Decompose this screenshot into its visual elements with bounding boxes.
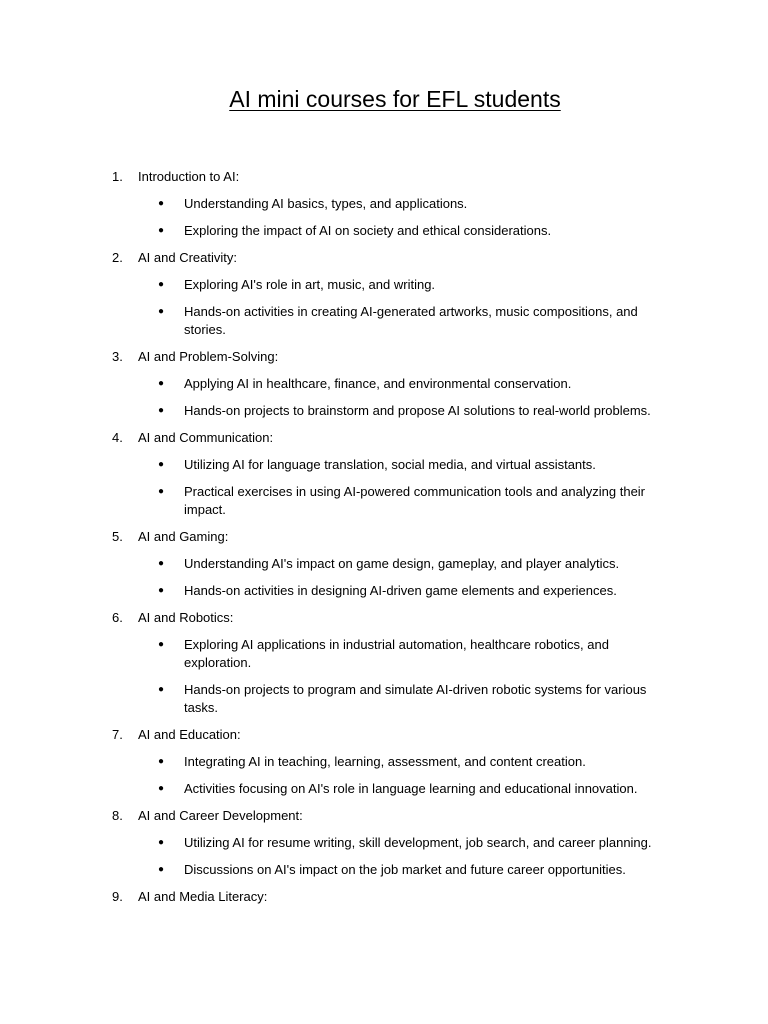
bullet-icon: ● <box>158 459 165 470</box>
bullet-icon: ● <box>158 837 165 848</box>
list-item <box>0 834 768 852</box>
bullet-icon: ● <box>158 585 165 596</box>
bullet-text: Utilizing AI for resume writing, skill development, job search, and career planning. <box>184 835 652 850</box>
list-item <box>0 375 768 393</box>
section-heading <box>0 249 768 276</box>
section-number: 8. <box>112 808 123 823</box>
bullet-icon: ● <box>158 486 165 497</box>
course-section <box>0 807 768 879</box>
bullet-text: Understanding AI's impact on game design, gameplay, and player analytics. <box>184 556 620 571</box>
bullet-text: Utilizing AI for language translation, social media, and virtual assistants. <box>184 457 596 472</box>
section-heading <box>0 429 768 456</box>
list-item <box>0 276 768 294</box>
section-number: 1. <box>112 169 123 184</box>
list-item <box>0 861 768 879</box>
list-item <box>0 555 768 573</box>
section-number: 2. <box>112 250 123 265</box>
section-heading <box>0 807 768 834</box>
bullet-text: Practical exercises in using AI-powered communication tools and analyzing their impact. <box>184 484 646 517</box>
section-title: AI and Career Development: <box>138 808 303 823</box>
list-item <box>0 195 768 213</box>
course-section <box>0 168 768 240</box>
bullet-list <box>0 276 768 339</box>
bullet-text: Integrating AI in teaching, learning, assessment, and content creation. <box>184 754 586 769</box>
list-item <box>0 636 768 672</box>
bullet-icon: ● <box>158 306 165 317</box>
course-section <box>0 528 768 600</box>
section-number: 6. <box>112 610 123 625</box>
list-item <box>0 753 768 771</box>
list-item <box>0 681 768 717</box>
section-title: AI and Gaming: <box>138 529 229 544</box>
bullet-list <box>0 456 768 519</box>
course-list <box>0 168 768 915</box>
section-title: AI and Communication: <box>138 430 274 445</box>
course-section <box>0 888 768 915</box>
bullet-text: Hands-on projects to program and simulate AI-driven robotic systems for various tasks. <box>184 682 647 715</box>
section-heading <box>0 888 768 915</box>
list-item <box>0 483 768 519</box>
bullet-text: Activities focusing on AI's role in language learning and educational innovation. <box>184 781 638 796</box>
bullet-text: Hands-on activities in creating AI-generated artworks, music compositions, and stories. <box>184 304 638 337</box>
bullet-list <box>0 555 768 600</box>
bullet-icon: ● <box>158 783 165 794</box>
bullet-icon: ● <box>158 405 165 416</box>
section-number: 4. <box>112 430 123 445</box>
section-title: AI and Creativity: <box>138 250 237 265</box>
course-section <box>0 249 768 339</box>
bullet-list <box>0 753 768 798</box>
bullet-icon: ● <box>158 558 165 569</box>
section-title: Introduction to AI: <box>138 169 240 184</box>
course-section <box>0 609 768 717</box>
bullet-list <box>0 375 768 420</box>
bullet-list <box>0 195 768 240</box>
bullet-text: Applying AI in healthcare, finance, and environmental conservation. <box>184 376 572 391</box>
section-title: AI and Media Literacy: <box>138 889 268 904</box>
bullet-list <box>0 834 768 879</box>
bullet-text: Exploring AI applications in industrial automation, healthcare robotics, and exploration. <box>184 637 609 670</box>
bullet-icon: ● <box>158 378 165 389</box>
section-number: 9. <box>112 889 123 904</box>
section-number: 3. <box>112 349 123 364</box>
section-heading <box>0 609 768 636</box>
bullet-icon: ● <box>158 279 165 290</box>
bullet-icon: ● <box>158 198 165 209</box>
bullet-icon: ● <box>158 225 165 236</box>
section-title: AI and Robotics: <box>138 610 234 625</box>
section-heading <box>0 168 768 195</box>
bullet-text: Exploring AI's role in art, music, and writing. <box>184 277 436 292</box>
list-item <box>0 402 768 420</box>
course-section <box>0 726 768 798</box>
section-number: 7. <box>112 727 123 742</box>
bullet-list <box>0 636 768 717</box>
section-heading <box>0 528 768 555</box>
bullet-icon: ● <box>158 639 165 650</box>
bullet-text: Understanding AI basics, types, and applications. <box>184 196 468 211</box>
list-item <box>0 222 768 240</box>
section-title: AI and Education: <box>138 727 241 742</box>
bullet-text: Hands-on activities in designing AI-driven game elements and experiences. <box>184 583 617 598</box>
bullet-icon: ● <box>158 756 165 767</box>
section-number: 5. <box>112 529 123 544</box>
section-heading <box>0 726 768 753</box>
bullet-text: Hands-on projects to brainstorm and propose AI solutions to real-world problems. <box>184 403 651 418</box>
course-section <box>0 348 768 420</box>
list-item <box>0 582 768 600</box>
section-heading <box>0 348 768 375</box>
bullet-icon: ● <box>158 684 165 695</box>
bullet-text: Exploring the impact of AI on society and ethical considerations. <box>184 223 552 238</box>
bullet-icon: ● <box>158 864 165 875</box>
course-section <box>0 429 768 519</box>
list-item <box>0 780 768 798</box>
list-item <box>0 456 768 474</box>
bullet-text: Discussions on AI's impact on the job market and future career opportunities. <box>184 862 626 877</box>
list-item <box>0 303 768 339</box>
section-title: AI and Problem-Solving: <box>138 349 279 364</box>
document-title: AI mini courses for EFL students <box>229 86 561 112</box>
